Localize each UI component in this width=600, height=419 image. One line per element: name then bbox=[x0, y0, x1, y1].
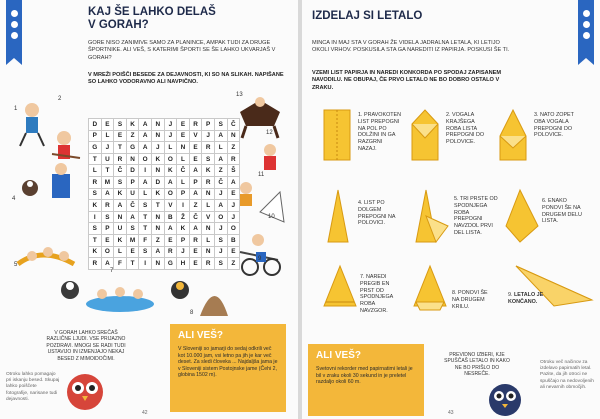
grid-cell: Z bbox=[227, 142, 240, 154]
grid-cell: V bbox=[202, 211, 215, 223]
grid-cell: S bbox=[126, 223, 139, 235]
grid-cell: B bbox=[164, 211, 177, 223]
activity-illustrations-right bbox=[230, 92, 290, 332]
activity-illustrations-left bbox=[12, 96, 84, 306]
grid-cell: N bbox=[126, 153, 139, 165]
grid-cell: R bbox=[202, 176, 215, 188]
grid-cell: Č bbox=[214, 176, 227, 188]
grid-cell: T bbox=[139, 223, 152, 235]
grid-cell: P bbox=[177, 234, 190, 246]
grid-cell: G bbox=[126, 142, 139, 154]
grid-cell: K bbox=[114, 188, 127, 200]
grid-row bbox=[89, 200, 240, 212]
figure-number-4: 4 bbox=[12, 196, 16, 202]
grid-cell: L bbox=[177, 176, 190, 188]
grid-cell: K bbox=[202, 165, 215, 177]
grid-cell: T bbox=[89, 234, 102, 246]
grid-cell: R bbox=[164, 246, 177, 258]
step-1-text: 1. PRAVOKOTEN LIST PREPOGNI NA POL PO DOLŽINI IN GA RAZGRNI NAZAJ. bbox=[358, 112, 402, 152]
word-search-grid bbox=[88, 118, 240, 270]
grid-cell: E bbox=[114, 130, 127, 142]
grid-cell: S bbox=[114, 176, 127, 188]
grid-cell: R bbox=[189, 119, 202, 131]
step-1-paper-icon bbox=[320, 108, 356, 164]
grid-cell: N bbox=[177, 142, 190, 154]
grid-cell: A bbox=[139, 119, 152, 131]
grid-cell: T bbox=[151, 200, 164, 212]
grid-cell: O bbox=[139, 153, 152, 165]
grid-cell: M bbox=[126, 234, 139, 246]
step-2-text: 2. VOGALA KRAJŠEGA ROBA LISTA PREPOGNI DO POLOVICE. bbox=[446, 112, 485, 146]
step-7-text: 7. NAREDI PREGIB EN PRST OD SPODNJEGA ROBA NAVZGOR. bbox=[360, 274, 393, 314]
grid-cell: A bbox=[214, 130, 227, 142]
grid-cell: S bbox=[139, 200, 152, 212]
grid-cell: J bbox=[177, 246, 190, 258]
grid-cell: P bbox=[89, 130, 102, 142]
grid-cell: A bbox=[101, 188, 114, 200]
grid-cell: K bbox=[89, 246, 102, 258]
step-8-text: 8. PONOVI ŠE NA DRUGEM KRILU. bbox=[452, 290, 488, 310]
grid-row bbox=[89, 142, 240, 154]
grid-cell: N bbox=[151, 165, 164, 177]
step-9-text: 9. LETALO JE KONČANO. bbox=[508, 292, 544, 305]
grid-cell: L bbox=[89, 165, 102, 177]
parent-side-note: Otroku lahko pomagajo pri iskanju besed. Skupaj lahko poiščete fotografije, narisane tudi dejavnosti. bbox=[6, 372, 60, 402]
grid-cell: E bbox=[101, 119, 114, 131]
grid-cell: Č bbox=[189, 211, 202, 223]
step-2-paper-icon bbox=[408, 108, 444, 164]
grid-cell: P bbox=[189, 176, 202, 188]
grid-row bbox=[89, 176, 240, 188]
caving-and-rafting-illustrations bbox=[80, 266, 230, 326]
did-you-know-text-right: Svetovni rekorder med papirnatimi letali je bil v zraku okoli 30 sekund in je preletel razdaljo okoli 60 m. bbox=[316, 366, 413, 386]
grid-cell: A bbox=[214, 200, 227, 212]
grid-cell: L bbox=[101, 130, 114, 142]
grid-row bbox=[89, 234, 240, 246]
step-5-paper-icon bbox=[408, 186, 452, 246]
grid-cell: U bbox=[114, 223, 127, 235]
figure-number-10: 10 bbox=[268, 214, 275, 220]
grid-cell: Š bbox=[227, 165, 240, 177]
grid-cell: L bbox=[164, 142, 177, 154]
did-you-know-title: ALI VEŠ? bbox=[178, 330, 224, 341]
figure-number-7: 7 bbox=[110, 268, 114, 274]
grid-cell: A bbox=[126, 211, 139, 223]
grid-cell: N bbox=[151, 211, 164, 223]
grid-cell: O bbox=[164, 188, 177, 200]
grid-cell: O bbox=[164, 153, 177, 165]
page-number-right: 43 bbox=[448, 410, 454, 416]
owl-mascot-icon bbox=[60, 362, 110, 412]
grid-cell: T bbox=[89, 153, 102, 165]
grid-row bbox=[89, 211, 240, 223]
grid-cell: T bbox=[101, 165, 114, 177]
grid-cell: S bbox=[101, 211, 114, 223]
grid-cell: S bbox=[89, 223, 102, 235]
grid-cell: L bbox=[202, 234, 215, 246]
grid-cell: R bbox=[101, 200, 114, 212]
grid-cell: J bbox=[151, 142, 164, 154]
grid-cell: N bbox=[151, 258, 164, 270]
grid-cell: K bbox=[89, 200, 102, 212]
grid-cell: Č bbox=[177, 165, 190, 177]
grid-cell: E bbox=[164, 234, 177, 246]
grid-cell: A bbox=[189, 165, 202, 177]
step-3-paper-icon bbox=[496, 108, 532, 164]
intro-text: GORE NISO ZANIMIVE SAMO ZA PLANINCE, AMPAK TUDI ZA DRUGE ŠPORTNIKE. ALI VEŠ, S KATERIMI ŠPORTI SE ŠE LAHKO UKVARJAŠ V GORAH? bbox=[88, 40, 276, 61]
step-6-paper-icon bbox=[502, 186, 542, 246]
grid-cell: Č bbox=[114, 165, 127, 177]
grid-cell: R bbox=[114, 153, 127, 165]
figure-number-5: 5 bbox=[14, 262, 18, 268]
grid-cell: V bbox=[189, 130, 202, 142]
step-4-text: 4. LIST PO DOLGEM PREPOGNI NA POLOVICI. bbox=[358, 200, 396, 227]
grid-cell: N bbox=[151, 223, 164, 235]
grid-cell: K bbox=[126, 119, 139, 131]
grid-cell: E bbox=[101, 234, 114, 246]
grid-cell: T bbox=[114, 142, 127, 154]
grid-cell: I bbox=[177, 200, 190, 212]
page-title: KAJ ŠE LAHKO DELAŠ V GORAH? bbox=[88, 6, 216, 31]
grid-cell: R bbox=[202, 258, 215, 270]
grid-row bbox=[89, 165, 240, 177]
did-you-know-title-right: ALI VEŠ? bbox=[316, 350, 362, 361]
safety-bubble: PREVIDNO IZBERI, KJE SPUŠČAŠ LETALO IN KAKO NE BO PRIŠLO DO NESREČE. bbox=[444, 352, 510, 378]
grid-cell: P bbox=[202, 119, 215, 131]
grid-cell: E bbox=[189, 258, 202, 270]
grid-cell: K bbox=[151, 153, 164, 165]
grid-cell: A bbox=[189, 223, 202, 235]
grid-cell: J bbox=[101, 142, 114, 154]
grid-cell: N bbox=[151, 119, 164, 131]
grid-cell: I bbox=[89, 211, 102, 223]
grid-cell: Z bbox=[151, 234, 164, 246]
grid-cell: U bbox=[101, 153, 114, 165]
grid-cell: J bbox=[164, 119, 177, 131]
figure-number-13: 13 bbox=[236, 92, 243, 98]
grid-cell: Ž bbox=[177, 211, 190, 223]
grid-row bbox=[89, 223, 240, 235]
grid-cell: N bbox=[151, 130, 164, 142]
figure-number-1: 1 bbox=[14, 106, 18, 112]
grid-cell: E bbox=[227, 188, 240, 200]
grid-cell: E bbox=[227, 246, 240, 258]
did-you-know-text: V Sloveniji so jamarji do sedaj odkrili več kot 10.000 jam, vsi letno pa jih je kar več deset. Za sledi človeka ... Najdaljša jama je v Sloveniji sistem Postojnske jame (Čehi 2, globina 1502 m). bbox=[178, 346, 278, 379]
greeting-note: V GORAH LAHKO SREČAŠ RAZLIČNE LJUDI. VSE PRIJAZNO POZDRAVI. MNOGI SE RADI TUDI USTAVIJO IN IZMENJAJO NEKAJ BESED Z MIMOIDOČIMI. bbox=[46, 330, 126, 362]
step-5-text: 5. TRI PRSTE OD SPODNJEGA ROBA PREPOGNI NAVZDOL PRVI DEL LISTA. bbox=[454, 196, 498, 236]
page-ribbon bbox=[6, 0, 22, 58]
grid-cell: O bbox=[101, 246, 114, 258]
step-3-text: 3. NATO ZOPET OBA VOGALA PREPOGNI DO POLOVICE. bbox=[534, 112, 574, 139]
grid-cell: S bbox=[202, 153, 215, 165]
grid-cell: L bbox=[202, 200, 215, 212]
grid-row bbox=[89, 188, 240, 200]
grid-cell: O bbox=[214, 211, 227, 223]
left-page bbox=[0, 0, 298, 419]
figure-number-8: 8 bbox=[190, 310, 194, 316]
grid-cell: H bbox=[177, 258, 190, 270]
grid-row bbox=[89, 130, 240, 142]
page-number-left: 42 bbox=[142, 410, 148, 416]
grid-cell: D bbox=[126, 165, 139, 177]
grid-cell: K bbox=[114, 234, 127, 246]
grid-cell: J bbox=[227, 211, 240, 223]
grid-cell: Z bbox=[214, 165, 227, 177]
grid-cell: N bbox=[227, 130, 240, 142]
grid-cell: A bbox=[139, 142, 152, 154]
grid-cell: I bbox=[139, 258, 152, 270]
parent-side-note-right: Otroku več načinov za izdelavo papirnatih letal. Pazite, da jih otroci ne spuščajo na nedovoljenih ali nevarnih območjih. bbox=[540, 360, 594, 390]
grid-cell: F bbox=[139, 234, 152, 246]
grid-cell: J bbox=[202, 130, 215, 142]
figure-number-11: 11 bbox=[258, 172, 265, 178]
owl-pilot-mascot-icon bbox=[482, 372, 528, 418]
grid-cell: Z bbox=[227, 258, 240, 270]
grid-cell: R bbox=[89, 176, 102, 188]
grid-cell: J bbox=[164, 130, 177, 142]
grid-cell: A bbox=[101, 258, 114, 270]
figure-number-9: 9 bbox=[258, 256, 262, 262]
grid-cell: T bbox=[139, 211, 152, 223]
grid-cell: J bbox=[214, 188, 227, 200]
grid-cell: L bbox=[214, 142, 227, 154]
grid-cell: A bbox=[139, 130, 152, 142]
instruction-text-right: VZEMI LIST PAPIRJA IN NAREDI KONKORDA PO SPODAJ ZAPISANEM NAVODILU. NE OBUPAJ, ČE PRVO LETALO NE BO DOBRO OSTALO V ZRAKU. bbox=[312, 70, 502, 91]
grid-cell: G bbox=[164, 258, 177, 270]
grid-row bbox=[89, 153, 240, 165]
grid-cell: O bbox=[227, 223, 240, 235]
grid-cell: B bbox=[227, 234, 240, 246]
grid-cell: V bbox=[164, 200, 177, 212]
grid-cell: A bbox=[214, 153, 227, 165]
grid-cell: A bbox=[164, 176, 177, 188]
grid-cell: A bbox=[189, 188, 202, 200]
grid-cell: A bbox=[139, 176, 152, 188]
grid-cell: A bbox=[114, 200, 127, 212]
grid-cell: N bbox=[202, 223, 215, 235]
figure-number-12: 12 bbox=[266, 130, 273, 136]
grid-cell: Z bbox=[189, 200, 202, 212]
grid-cell: J bbox=[214, 246, 227, 258]
grid-cell: K bbox=[151, 188, 164, 200]
grid-cell: R bbox=[89, 258, 102, 270]
page-title-right: IZDELAJ SI LETALO bbox=[312, 10, 423, 22]
grid-cell: P bbox=[101, 223, 114, 235]
grid-cell: R bbox=[227, 153, 240, 165]
grid-cell: A bbox=[227, 176, 240, 188]
grid-cell: R bbox=[202, 142, 215, 154]
grid-cell: A bbox=[151, 246, 164, 258]
figure-number-2: 2 bbox=[58, 96, 62, 102]
grid-cell: E bbox=[189, 142, 202, 154]
grid-cell: M bbox=[101, 176, 114, 188]
grid-cell: R bbox=[189, 234, 202, 246]
grid-cell: S bbox=[214, 234, 227, 246]
right-page bbox=[302, 0, 600, 419]
grid-cell: N bbox=[202, 246, 215, 258]
step-6-text: 6. ENAKO PONOVI ŠE NA DRUGEM DELU LISTA. bbox=[542, 198, 582, 225]
grid-cell: P bbox=[177, 188, 190, 200]
grid-cell: E bbox=[126, 246, 139, 258]
grid-cell: L bbox=[114, 246, 127, 258]
grid-cell: I bbox=[139, 165, 152, 177]
grid-row bbox=[89, 119, 240, 131]
grid-cell: Č bbox=[126, 200, 139, 212]
grid-cell: E bbox=[189, 153, 202, 165]
step-4-paper-icon bbox=[320, 186, 356, 246]
grid-cell: S bbox=[214, 258, 227, 270]
step-8-paper-icon bbox=[410, 262, 450, 318]
grid-row bbox=[89, 246, 240, 258]
grid-cell: G bbox=[89, 142, 102, 154]
grid-cell: P bbox=[126, 176, 139, 188]
grid-cell: E bbox=[189, 246, 202, 258]
grid-cell: D bbox=[89, 119, 102, 131]
grid-cell: S bbox=[114, 119, 127, 131]
grid-cell: N bbox=[114, 211, 127, 223]
grid-cell: L bbox=[139, 188, 152, 200]
grid-cell: U bbox=[126, 188, 139, 200]
grid-cell: E bbox=[177, 119, 190, 131]
intro-text-right: MINCA IN MAJ STA V GORAH ŽE VIDELA JADRALNA LETALA, KI LETIJO OKOLI VRHOV. POSKUSILA STA GA NAREDITI IZ PAPIRJA. POSKUSI ŠE TI. bbox=[312, 40, 510, 54]
grid-cell: L bbox=[177, 153, 190, 165]
grid-cell: F bbox=[114, 258, 127, 270]
grid-cell: T bbox=[126, 258, 139, 270]
grid-cell: K bbox=[164, 165, 177, 177]
grid-cell: S bbox=[89, 188, 102, 200]
grid-cell: J bbox=[214, 223, 227, 235]
grid-cell: N bbox=[202, 188, 215, 200]
grid-cell: Č bbox=[227, 119, 240, 131]
page-ribbon-right bbox=[578, 0, 594, 58]
grid-cell: D bbox=[151, 176, 164, 188]
grid-cell: K bbox=[177, 223, 190, 235]
grid-cell: S bbox=[139, 246, 152, 258]
grid-cell: E bbox=[177, 130, 190, 142]
grid-cell: S bbox=[214, 119, 227, 131]
instruction-text: V MREŽI POIŠČI BESEDE ZA DEJAVNOSTI, KI SO NA SLIKAH. NAPIŠANE SO LAHKO VODORAVNO ALI NAVPIČNO. bbox=[88, 72, 284, 86]
grid-cell: A bbox=[164, 223, 177, 235]
grid-cell: Z bbox=[126, 130, 139, 142]
step-7-paper-icon bbox=[320, 262, 360, 318]
grid-cell: J bbox=[227, 200, 240, 212]
